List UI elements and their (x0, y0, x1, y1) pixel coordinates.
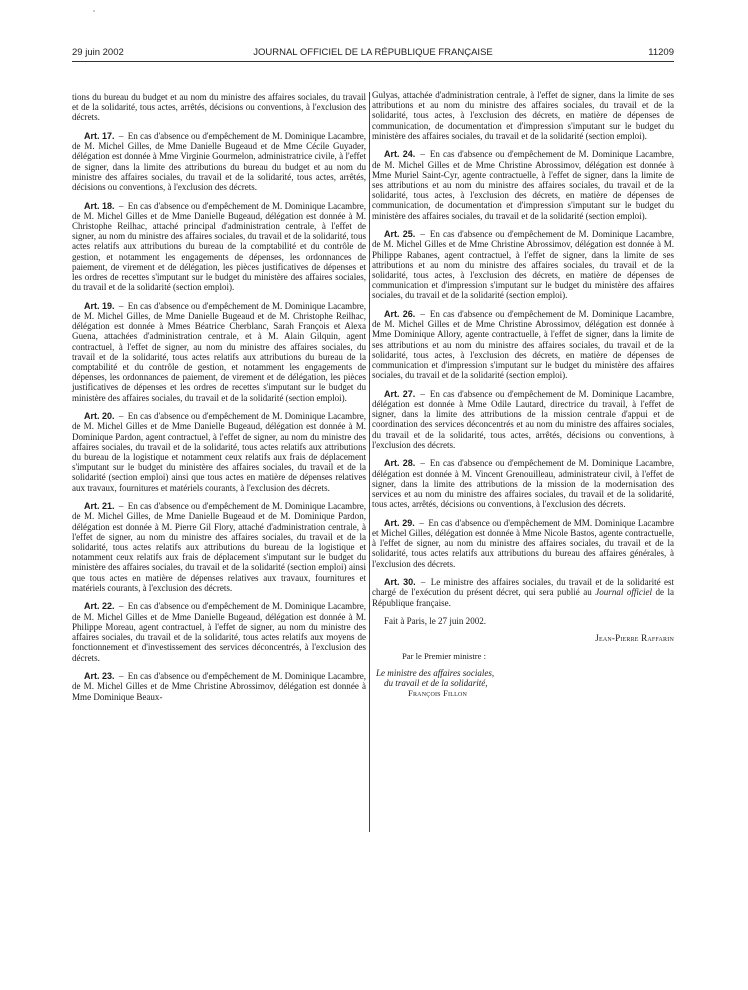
article-label: Art. 21. (84, 501, 115, 512)
article-18: Art. 18. – En cas d'absence ou d'empêchement de M. Dominique Lacambre, de M. Michel Gilles et de Mme Danielle Bugeaud, délégation est donnée à M. Christophe Reilhac, attaché principal d'administration centrale, à l'effet de signer, au nom du ministre des affaires sociales, du travail et de la solidarité, tous actes relatifs aux attributions du bureau de la comptabilité et du contrôle de gestion, et notamment les engagements de dépenses, les ordonnances de paiement, de virement et de délégation, les pièces justificatives de dépenses et les ordres de recettes s'imputant sur le budget du ministère des affaires sociales, du travail et de la solidarité (section emploi). (72, 200, 367, 293)
article-text: En cas d'absence ou d'empêchement de M. Dominique Lacambre, de M. Michel Gilles, de Mme Danielle Bugeaud et de M. Christophe Reilhac, délégation est donnée à Mmes Béatrice Cherblanc, Sarah François et Alexa Guena, attachées d'administration centrale, et à M. Alain Gilquin, agent contractuel, à l'effet de signer, au nom du ministre des affaires sociales, du travail et de la solidarité, tous actes relatifs aux attributions du bureau de la comptabilité et du contrôle de gestion, et notamment les engagements de dépenses, les ordonnances de paiement, de virement et de délégation, les pièces justificatives de dépenses et les ordres de recettes s'imputant sur le budget du ministère des affaires sociales, du travail et de la solidarité (section emploi). (72, 300, 367, 403)
article-label: Art. 19. (84, 300, 115, 311)
article-text: Le ministre des affaires sociales, du travail et de la solidarité est chargé de l'exécution du présent décret, qui sera publié au (372, 577, 675, 598)
continued-paragraph: Gulyas, attachée d'administration centrale, à l'effet de signer, dans la limite de ses attributions et au nom du ministre des affaires sociales, du travail et de la solidarité, tous actes, à l'exclusion des décrets, en matière de dépenses de communication, de documentation et d'impression s'imputant sur le budget du ministère des affaires sociales, du travail et de la solidarité (section emploi). (372, 90, 674, 141)
article-label: Art. 29. (384, 517, 415, 528)
journal-name: Journal officiel (595, 587, 652, 598)
scan-speck (93, 10, 95, 12)
article-20: Art. 20. – En cas d'absence ou d'empêchement de M. Dominique Lacambre, de M. Michel Gilles et de Mme Danielle Bugeaud, délégation est donnée à M. Dominique Pardon, agent contractuel, à l'effet de signer, au nom du ministre des affaires sociales, du travail et de la solidarité, tous actes relatifs aux attributions du bureau de la logistique et notamment ceux relatifs aux frais de déplacement s'imputant sur le budget du ministère des affaires sociales, du travail et de la solidarité (section emploi) ainsi que tous actes en matière de dépenses relatives aux travaux, fournitures et matériels courants, à l'exclusion des décrets. (72, 411, 367, 493)
article-27: Art. 27. – En cas d'absence ou d'empêchement de M. Dominique Lacambre, délégation est donnée à Mme Odile Lautard, directrice du travail, à l'effet de signer, dans la limite des attributions de la mission centrale d'appui et de coordination des services déconcentrés et au nom du ministre des affaires sociales, du travail et de la solidarité, tous actes, arrêtés, décisions ou conventions, à l'exclusion des décrets. (372, 388, 675, 450)
minister-title-line-2: du travail et de la solidarité, (384, 677, 488, 688)
continued-paragraph: tions du bureau du budget et au nom du ministre des affaires sociales, du travail et de la solidarité, tous actes, arrêtés, décisions ou conventions, à l'exclusion des décrets. (72, 92, 366, 123)
article-label: Art. 26. (384, 309, 416, 320)
article-26: Art. 26. – En cas d'absence ou d'empêchement de M. Dominique Lacambre, de M. Michel Gilles et de Mme Christine Abrossimov, délégation est donnée à Mme Dominique Allory, agente contractuelle, à l'effet de signer, dans la limite de ses attributions et au nom du ministre des affaires sociales, du travail et de la solidarité, tous actes, à l'exclusion des décrets, en matière de dépenses de communication et d'impression s'imputant sur le budget du ministère des affaires sociales, du travail et de la solidarité (section emploi). (372, 309, 675, 381)
header-date: 29 juin 2002 (72, 47, 124, 58)
article-text: En cas d'absence ou d'empêchement de M. Dominique Lacambre, délégation est donnée à M. Vincent Grenouilleau, administrateur civil, à l'effet de signer, dans la limite des attributions de la mission de la modernisation des services et au nom du ministre des affaires sociales, du travail et de la solidarité, tous actes, arrêtés, décisions ou conventions, à l'exclusion des décrets. (372, 458, 675, 510)
article-text: En cas d'absence ou d'empêchement de MM. Dominique Lacambre et Michel Gilles, délégation est donnée à Mme Nicole Bastos, agente contractuelle, à l'effet de signer, au nom du ministre des affaires sociales, du travail et de la solidarité, tous actes relatifs aux attributions du bureau des affaires générales, à l'exclusion des décrets. (372, 517, 675, 569)
by-prime-minister: Par le Premier ministre : (402, 651, 487, 662)
article-label: Art. 23. (84, 671, 115, 682)
article-22: Art. 22. – En cas d'absence ou d'empêchement de M. Dominique Lacambre, de M. Michel Gilles et de Mme Danielle Bugeaud, délégation est donnée à M. Philippe Moreau, agent contractuel, à l'effet de signer, au nom du ministre des affaires sociales, du travail et de la solidarité, tous actes relatifs aux moyens de fonctionnement et d'investissement des services déconcentrés, à l'exclusion des décrets. (72, 601, 367, 663)
article-30: Art. 30. – Le ministre des affaires sociales, du travail et de la solidarité est chargé de l'exécution du présent décret, qui sera publié au Journal officiel de la République française. (372, 577, 675, 608)
article-text: En cas d'absence ou d'empêchement de M. Dominique Lacambre, de M. Michel Gilles et de Mme Christine Abrossimov, délégation est donnée à Mme Dominique Allory, agente contractuelle, à l'effet de signer, dans la limite de ses attributions et au nom du ministre des affaires sociales, du travail et de la solidarité, tous actes, à l'exclusion des décrets, en matière de dépenses de communication et d'impression s'imputant sur le budget du ministère des affaires sociales, du travail et de la solidarité (section emploi). (372, 309, 675, 381)
header-title: JOURNAL OFFICIEL DE LA RÉPUBLIQUE FRANÇAISE (253, 47, 493, 58)
article-text: En cas d'absence ou d'empêchement de M. Dominique Lacambre, de M. Michel Gilles, de Mme Danielle Bugeaud et de Mme Cécile Guyader, délégation est donnée à Mme Virginie Gourmelon, administratrice civile, à l'effet de signer, dans la limite des attributions du bureau du budget et au nom du ministre des affaires sociales, du travail et de la solidarité, tous actes, arrêtés, décisions ou conventions, à l'exclusion des décrets. (72, 131, 367, 193)
column-divider (369, 92, 370, 832)
article-label: Art. 18. (84, 200, 115, 211)
article-text: En cas d'absence ou d'empêchement de M. Dominique Lacambre, de M. Michel Gilles, de Mme Danielle Bugeaud et de M. Dominique Pardon, délégation est donnée à M. Pierre Gil Flory, attaché d'administration centrale, à l'effet de signer, au nom du ministre des affaires sociales, du travail et de la solidarité, tous actes relatifs aux attributions du bureau de la logistique et notamment ceux relatifs aux frais de déplacement s'imputant sur le budget du ministère des affaires sociales, du travail et de la solidarité (section emploi) ainsi que tous actes en matière de dépenses relatives aux travaux, fournitures et matériels courants, à l'exclusion des décrets. (72, 501, 367, 593)
article-23: Art. 23. – En cas d'absence ou d'empêchement de M. Dominique Lacambre, de M. Michel Gilles et de Mme Christine Abrossimov, délégation est donnée à Mme Dominique Beaux- (72, 671, 367, 702)
left-column (72, 92, 366, 710)
article-text: En cas d'absence ou d'empêchement de M. Dominique Lacambre, de M. Michel Gilles et de Mme Christine Abrossimov, délégation est donnée à Mme Dominique Beaux- (72, 671, 367, 702)
article-text-end: de la République française. (372, 587, 674, 608)
article-21: Art. 21. – En cas d'absence ou d'empêchement de M. Dominique Lacambre, de M. Michel Gilles, de Mme Danielle Bugeaud et de M. Dominique Pardon, délégation est donnée à M. Pierre Gil Flory, attaché d'administration centrale, à l'effet de signer, au nom du ministre des affaires sociales, du travail et de la solidarité, tous actes relatifs aux attributions du bureau de la logistique et notamment ceux relatifs aux frais de déplacement s'imputant sur le budget du ministère des affaires sociales, du travail et de la solidarité (section emploi) ainsi que tous actes en matière de dépenses relatives aux travaux, fournitures et matériels courants, à l'exclusion des décrets. (72, 501, 367, 593)
article-text: En cas d'absence ou d'empêchement de M. Dominique Lacambre, de M. Michel Gilles et de Mme Danielle Bugeaud, délégation est donnée à M. Philippe Moreau, agent contractuel, à l'effet de signer, au nom du ministre des affaires sociales, du travail et de la solidarité, tous actes relatifs aux moyens de fonctionnement et d'investissement des services déconcentrés, à l'exclusion des décrets. (72, 601, 367, 663)
article-19: Art. 19. – En cas d'absence ou d'empêchement de M. Dominique Lacambre, de M. Michel Gilles, de Mme Danielle Bugeaud et de M. Christophe Reilhac, délégation est donnée à Mmes Béatrice Cherblanc, Sarah François et Alexa Guena, attachées d'administration centrale, et à M. Alain Gilquin, agent contractuel, à l'effet de signer, au nom du ministre des affaires sociales, du travail et de la solidarité, tous actes relatifs aux attributions du bureau de la comptabilité et du contrôle de gestion, et notamment les engagements de dépenses, les ordonnances de paiement, de virement et de délégation, les pièces justificatives de dépenses et les ordres de recettes s'imputant sur le budget du ministère des affaires sociales, du travail et de la solidarité (section emploi). (72, 300, 367, 403)
article-text: En cas d'absence ou d'empêchement de M. Dominique Lacambre, de M. Michel Gilles et de Mme Christine Abrossimov, délégation est donnée à Mme Muriel Saint-Cyr, agente contractuelle, à l'effet de signer, dans la limite de ses attributions et au nom du ministre des affaires sociales, du travail et de la solidarité, tous actes, à l'exclusion des décrets, en matière de dépenses de communication, de documentation et d'impression s'imputant sur le budget du ministère des affaires sociales, du travail et de la solidarité (section emploi). (372, 149, 675, 221)
article-label: Art. 22. (84, 601, 115, 612)
article-label: Art. 24. (384, 149, 416, 160)
article-label: Art. 20. (84, 411, 115, 422)
article-label: Art. 30. (384, 577, 416, 588)
article-28: Art. 28. – En cas d'absence ou d'empêchement de M. Dominique Lacambre, délégation est donnée à M. Vincent Grenouilleau, administrateur civil, à l'effet de signer, dans la limite des attributions de la mission de la modernisation des services et au nom du ministre des affaires sociales, du travail et de la solidarité, tous actes, arrêtés, décisions ou conventions, à l'exclusion des décrets. (372, 458, 675, 510)
article-label: Art. 27. (384, 388, 416, 399)
right-column (372, 92, 674, 707)
header-rule (72, 61, 674, 62)
article-25: Art. 25. – En cas d'absence ou d'empêchement de M. Dominique Lacambre, de M. Michel Gilles et de Mme Christine Abrossimov, délégation est donnée à M. Philippe Rabanes, agent contractuel, à l'effet de signer, dans la limite de ses attributions et au nom du ministre des affaires sociales, du travail et de la solidarité, tous actes, à l'exclusion des décrets, en matière de dépenses de communication et d'impression s'imputant sur le budget du ministère des affaires sociales, du travail et de la solidarité (section emploi). (372, 229, 675, 301)
article-24: Art. 24. – En cas d'absence ou d'empêchement de M. Dominique Lacambre, de M. Michel Gilles et de Mme Christine Abrossimov, délégation est donnée à Mme Muriel Saint-Cyr, agente contractuelle, à l'effet de signer, dans la limite de ses attributions et au nom du ministre des affaires sociales, du travail et de la solidarité, tous actes, à l'exclusion des décrets, en matière de dépenses de communication, de documentation et d'impression s'imputant sur le budget du ministère des affaires sociales, du travail et de la solidarité (section emploi). (372, 149, 675, 221)
article-label: Art. 28. (384, 458, 416, 469)
article-17: Art. 17. – En cas d'absence ou d'empêchement de M. Dominique Lacambre, de M. Michel Gilles, de Mme Danielle Bugeaud et de Mme Cécile Guyader, délégation est donnée à Mme Virginie Gourmelon, administratrice civile, à l'effet de signer, dans la limite des attributions du bureau du budget et au nom du ministre des affaires sociales, du travail et de la solidarité, tous actes, arrêtés, décisions ou conventions, à l'exclusion des décrets. (72, 131, 367, 193)
done-at: Fait à Paris, le 27 juin 2002. (384, 616, 487, 627)
minister-name: François Fillon (408, 688, 468, 699)
article-text: En cas d'absence ou d'empêchement de M. Dominique Lacambre, délégation est donnée à Mme Odile Lautard, directrice du travail, à l'effet de signer, dans la limite des attributions de la mission centrale d'appui et de coordination des services déconcentrés et au nom du ministre des affaires sociales, du travail et de la solidarité, tous actes, arrêtés, décisions ou conventions, à l'exclusion des décrets. (372, 388, 675, 450)
article-29: Art. 29. – En cas d'absence ou d'empêchement de MM. Dominique Lacambre et Michel Gilles, délégation est donnée à Mme Nicole Bastos, agente contractuelle, à l'effet de signer, au nom du ministre des affaires sociales, du travail et de la solidarité, tous actes relatifs aux attributions du bureau des affaires générales, à l'exclusion des décrets. (372, 517, 675, 569)
article-text: En cas d'absence ou d'empêchement de M. Dominique Lacambre, de M. Michel Gilles et de Mme Christine Abrossimov, délégation est donnée à M. Philippe Rabanes, agent contractuel, à l'effet de signer, dans la limite de ses attributions et au nom du ministre des affaires sociales, du travail et de la solidarité, tous actes, à l'exclusion des décrets, en matière de dépenses de communication et d'impression s'imputant sur le budget du ministère des affaires sociales, du travail et de la solidarité (section emploi). (372, 229, 675, 301)
article-text: En cas d'absence ou d'empêchement de M. Dominique Lacambre, de M. Michel Gilles et de Mme Danielle Bugeaud, délégation est donnée à M. Christophe Reilhac, attaché principal d'administration centrale, à l'effet de signer, au nom du ministre des affaires sociales, du travail et de la solidarité, tous actes relatifs aux attributions du bureau de la comptabilité et du contrôle de gestion, et notamment les engagements de dépenses, les ordonnances de paiement, de virement et de délégation, les pièces justificatives de dépenses et les ordres de recettes s'imputant sur le budget du ministère des affaires sociales, du travail et de la solidarité (section emploi). (72, 200, 367, 293)
article-label: Art. 17. (84, 131, 115, 141)
article-label: Art. 25. (384, 229, 416, 240)
article-text: En cas d'absence ou d'empêchement de M. Dominique Lacambre, de M. Michel Gilles et de Mme Danielle Bugeaud, délégation est donnée à M. Dominique Pardon, agent contractuel, à l'effet de signer, au nom du ministre des affaires sociales, du travail et de la solidarité, tous actes relatifs aux attributions du bureau de la logistique et notamment ceux relatifs aux frais de déplacement s'imputant sur le budget du ministère des affaires sociales, du travail et de la solidarité (section emploi) ainsi que tous actes en matière de dépenses relatives aux travaux, fournitures et matériels courants, à l'exclusion des décrets. (72, 411, 367, 493)
header-page-number: 11209 (648, 47, 674, 58)
minister-title-line-1: Le ministre des affaires sociales, (376, 667, 495, 678)
signatory: Jean-Pierre Raffarin (595, 632, 674, 643)
